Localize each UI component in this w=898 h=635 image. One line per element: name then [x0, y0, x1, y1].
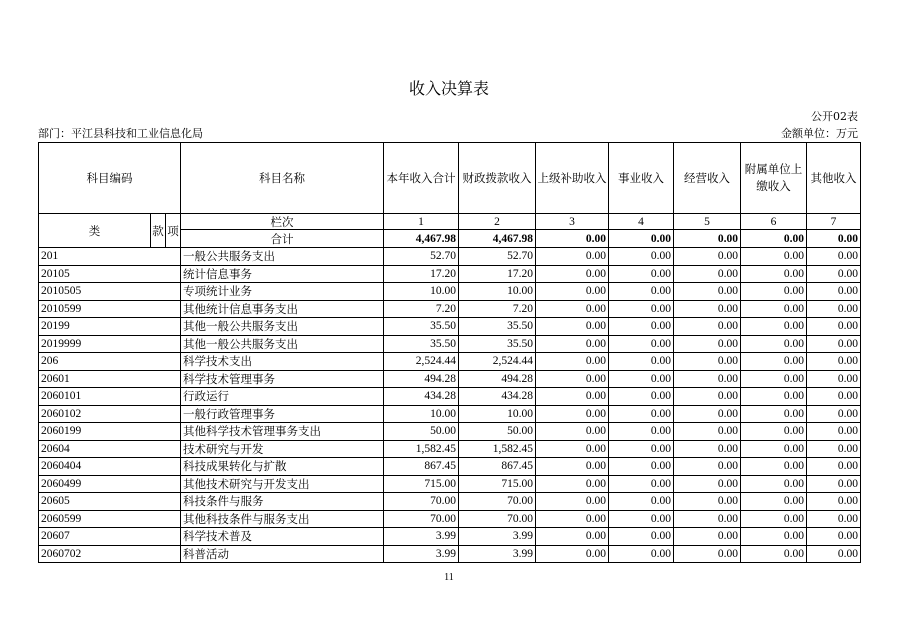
amount-fiscal-appropriation: 3.99 [459, 528, 536, 546]
amount-business-income: 0.00 [609, 545, 674, 563]
header-section: 款 [151, 214, 166, 248]
form-number: 公开02表 [811, 110, 858, 123]
amount-superior-subsidy: 0.00 [536, 423, 609, 441]
amount-other-income: 0.00 [807, 300, 861, 318]
amount-business-income: 0.00 [609, 300, 674, 318]
amount-total-income: 715.00 [384, 475, 459, 493]
header-fiscal-appropriation: 财政拨款收入 [459, 143, 536, 214]
amount-other-income: 0.00 [807, 318, 861, 336]
amount-fiscal-appropriation: 1,582.45 [459, 440, 536, 458]
amount-total-income: 52.70 [384, 248, 459, 266]
subject-name-cell: 科学技术支出 [181, 353, 384, 371]
amount-affiliated-remittance: 0.00 [741, 493, 807, 511]
subject-code-cell: 20605 [39, 493, 181, 511]
subject-name-cell: 科学技术普及 [181, 528, 384, 546]
amount-operating-income: 0.00 [674, 440, 741, 458]
amount-business-income: 0.00 [609, 283, 674, 301]
amount-fiscal-appropriation: 50.00 [459, 423, 536, 441]
amount-fiscal-appropriation: 70.00 [459, 493, 536, 511]
amount-total-income: 3.99 [384, 545, 459, 563]
amount-other-income: 0.00 [807, 353, 861, 371]
amount-operating-income: 0.00 [674, 248, 741, 266]
amount-business-income: 0.00 [609, 528, 674, 546]
subject-code-cell: 2010599 [39, 300, 181, 318]
amount-other-income: 0.00 [807, 423, 861, 441]
amount-other-income: 0.00 [807, 388, 861, 406]
amount-affiliated-remittance: 0.00 [741, 528, 807, 546]
amount-fiscal-appropriation: 52.70 [459, 248, 536, 266]
table-row [39, 405, 861, 423]
amount-fiscal-appropriation: 35.50 [459, 335, 536, 353]
subject-code-cell: 2060404 [39, 458, 181, 476]
amount-business-income: 0.00 [609, 405, 674, 423]
table-row [39, 493, 861, 511]
amount-operating-income: 0.00 [674, 265, 741, 283]
amount-superior-subsidy: 0.00 [536, 475, 609, 493]
subject-name-cell: 一般公共服务支出 [181, 248, 384, 266]
amount-fiscal-appropriation: 434.28 [459, 388, 536, 406]
amount-business-income: 0.00 [609, 423, 674, 441]
amount-superior-subsidy: 0.00 [536, 265, 609, 283]
table-row [39, 265, 861, 283]
header-row [39, 143, 861, 214]
amount-fiscal-appropriation: 494.28 [459, 370, 536, 388]
subject-code-cell: 20199 [39, 318, 181, 336]
table-row [39, 370, 861, 388]
amount-fiscal-appropriation: 35.50 [459, 318, 536, 336]
amount-business-income: 0.00 [609, 335, 674, 353]
amount-affiliated-remittance: 0.00 [741, 335, 807, 353]
amount-total-income: 50.00 [384, 423, 459, 441]
subject-code-cell: 2060599 [39, 510, 181, 528]
amount-affiliated-remittance: 0.00 [741, 510, 807, 528]
amount-total-income: 1,582.45 [384, 440, 459, 458]
amount-superior-subsidy: 0.00 [536, 248, 609, 266]
amount-affiliated-remittance: 0.00 [741, 300, 807, 318]
amount-other-income: 0.00 [807, 510, 861, 528]
amount-superior-subsidy: 0.00 [536, 370, 609, 388]
subject-name-cell: 科学技术管理事务 [181, 370, 384, 388]
revenue-table [38, 142, 861, 563]
amount-fiscal-appropriation: 867.45 [459, 458, 536, 476]
header-subject-code: 科目编码 [39, 143, 181, 214]
table-body [39, 248, 861, 563]
department-label: 部门：平江县科技和工业信息化局 [38, 127, 203, 140]
amount-fiscal-appropriation: 10.00 [459, 405, 536, 423]
amount-other-income: 0.00 [807, 493, 861, 511]
table-row [39, 335, 861, 353]
subject-code-cell: 20601 [39, 370, 181, 388]
header-operating-income: 经营收入 [674, 143, 741, 214]
amount-operating-income: 0.00 [674, 283, 741, 301]
total-label: 合计 [181, 230, 384, 248]
amount-affiliated-remittance: 0.00 [741, 283, 807, 301]
subject-code-cell: 2010505 [39, 283, 181, 301]
table-row [39, 545, 861, 563]
amount-unit-label: 金额单位：万元 [781, 127, 858, 140]
header-item: 项 [166, 214, 181, 248]
table-row [39, 510, 861, 528]
amount-other-income: 0.00 [807, 283, 861, 301]
header-business-income: 事业收入 [609, 143, 674, 214]
amount-other-income: 0.00 [807, 370, 861, 388]
amount-total-income: 867.45 [384, 458, 459, 476]
subject-name-cell: 统计信息事务 [181, 265, 384, 283]
subject-name-cell: 科普活动 [181, 545, 384, 563]
amount-superior-subsidy: 0.00 [536, 300, 609, 318]
amount-total-income: 494.28 [384, 370, 459, 388]
amount-business-income: 0.00 [609, 388, 674, 406]
amount-total-income: 35.50 [384, 318, 459, 336]
amount-total-income: 10.00 [384, 405, 459, 423]
total-amount-total-income: 4,467.98 [384, 230, 459, 248]
subject-name-cell: 其他科技条件与服务支出 [181, 510, 384, 528]
amount-fiscal-appropriation: 715.00 [459, 475, 536, 493]
amount-total-income: 17.20 [384, 265, 459, 283]
subject-code-cell: 20604 [39, 440, 181, 458]
amount-superior-subsidy: 0.00 [536, 493, 609, 511]
table-row [39, 440, 861, 458]
subject-name-cell: 一般行政管理事务 [181, 405, 384, 423]
table-row [39, 423, 861, 441]
column-index-label: 栏次 [181, 214, 384, 230]
table-row [39, 248, 861, 266]
table-row [39, 388, 861, 406]
amount-affiliated-remittance: 0.00 [741, 370, 807, 388]
column-number: 5 [674, 214, 741, 230]
subject-code-cell: 2060702 [39, 545, 181, 563]
amount-superior-subsidy: 0.00 [536, 405, 609, 423]
amount-other-income: 0.00 [807, 335, 861, 353]
amount-total-income: 35.50 [384, 335, 459, 353]
amount-other-income: 0.00 [807, 405, 861, 423]
amount-business-income: 0.00 [609, 440, 674, 458]
amount-affiliated-remittance: 0.00 [741, 545, 807, 563]
amount-total-income: 10.00 [384, 283, 459, 301]
total-amount-superior-subsidy: 0.00 [536, 230, 609, 248]
amount-business-income: 0.00 [609, 510, 674, 528]
amount-superior-subsidy: 0.00 [536, 510, 609, 528]
amount-total-income: 70.00 [384, 510, 459, 528]
amount-operating-income: 0.00 [674, 388, 741, 406]
amount-total-income: 3.99 [384, 528, 459, 546]
subject-code-cell: 2019999 [39, 335, 181, 353]
amount-operating-income: 0.00 [674, 335, 741, 353]
amount-superior-subsidy: 0.00 [536, 353, 609, 371]
header-category: 类 [39, 214, 151, 248]
amount-superior-subsidy: 0.00 [536, 545, 609, 563]
page-number: 11 [444, 572, 454, 583]
amount-total-income: 70.00 [384, 493, 459, 511]
amount-other-income: 0.00 [807, 545, 861, 563]
page-title: 收入决算表 [408, 79, 489, 98]
amount-affiliated-remittance: 0.00 [741, 475, 807, 493]
amount-operating-income: 0.00 [674, 545, 741, 563]
amount-business-income: 0.00 [609, 318, 674, 336]
total-amount-business-income: 0.00 [609, 230, 674, 248]
amount-operating-income: 0.00 [674, 475, 741, 493]
amount-other-income: 0.00 [807, 265, 861, 283]
subject-code-cell: 20607 [39, 528, 181, 546]
total-amount-operating-income: 0.00 [674, 230, 741, 248]
total-amount-affiliated-remittance: 0.00 [741, 230, 807, 248]
column-number: 7 [807, 214, 861, 230]
amount-fiscal-appropriation: 10.00 [459, 283, 536, 301]
subject-name-cell: 技术研究与开发 [181, 440, 384, 458]
amount-business-income: 0.00 [609, 248, 674, 266]
amount-other-income: 0.00 [807, 248, 861, 266]
subject-code-cell: 206 [39, 353, 181, 371]
amount-affiliated-remittance: 0.00 [741, 318, 807, 336]
amount-fiscal-appropriation: 7.20 [459, 300, 536, 318]
column-number: 2 [459, 214, 536, 230]
amount-affiliated-remittance: 0.00 [741, 388, 807, 406]
amount-fiscal-appropriation: 70.00 [459, 510, 536, 528]
column-number: 6 [741, 214, 807, 230]
amount-affiliated-remittance: 0.00 [741, 265, 807, 283]
amount-fiscal-appropriation: 3.99 [459, 545, 536, 563]
amount-superior-subsidy: 0.00 [536, 335, 609, 353]
amount-affiliated-remittance: 0.00 [741, 353, 807, 371]
subject-code-cell: 2060499 [39, 475, 181, 493]
table-row [39, 318, 861, 336]
amount-affiliated-remittance: 0.00 [741, 248, 807, 266]
amount-superior-subsidy: 0.00 [536, 458, 609, 476]
header-subject-name: 科目名称 [181, 143, 384, 214]
amount-business-income: 0.00 [609, 370, 674, 388]
amount-affiliated-remittance: 0.00 [741, 458, 807, 476]
subject-name-cell: 其他一般公共服务支出 [181, 318, 384, 336]
subject-name-cell: 其他技术研究与开发支出 [181, 475, 384, 493]
amount-operating-income: 0.00 [674, 423, 741, 441]
amount-operating-income: 0.00 [674, 493, 741, 511]
table-row [39, 458, 861, 476]
amount-other-income: 0.00 [807, 440, 861, 458]
amount-business-income: 0.00 [609, 493, 674, 511]
subject-name-cell: 其他科学技术管理事务支出 [181, 423, 384, 441]
amount-operating-income: 0.00 [674, 353, 741, 371]
amount-affiliated-remittance: 0.00 [741, 423, 807, 441]
amount-total-income: 434.28 [384, 388, 459, 406]
subject-name-cell: 其他一般公共服务支出 [181, 335, 384, 353]
subject-name-cell: 科技条件与服务 [181, 493, 384, 511]
amount-operating-income: 0.00 [674, 300, 741, 318]
amount-other-income: 0.00 [807, 458, 861, 476]
amount-superior-subsidy: 0.00 [536, 528, 609, 546]
subject-name-cell: 科技成果转化与扩散 [181, 458, 384, 476]
amount-superior-subsidy: 0.00 [536, 283, 609, 301]
header-other-income: 其他收入 [807, 143, 861, 214]
table-row [39, 475, 861, 493]
amount-operating-income: 0.00 [674, 510, 741, 528]
header-total-income: 本年收入合计 [384, 143, 459, 214]
amount-operating-income: 0.00 [674, 318, 741, 336]
amount-operating-income: 0.00 [674, 370, 741, 388]
amount-fiscal-appropriation: 2,524.44 [459, 353, 536, 371]
amount-superior-subsidy: 0.00 [536, 388, 609, 406]
table-row [39, 283, 861, 301]
total-amount-fiscal-appropriation: 4,467.98 [459, 230, 536, 248]
column-number: 4 [609, 214, 674, 230]
table-row [39, 528, 861, 546]
amount-affiliated-remittance: 0.00 [741, 440, 807, 458]
amount-superior-subsidy: 0.00 [536, 318, 609, 336]
column-number: 1 [384, 214, 459, 230]
subject-name-cell: 行政运行 [181, 388, 384, 406]
subject-code-cell: 201 [39, 248, 181, 266]
amount-fiscal-appropriation: 17.20 [459, 265, 536, 283]
header-superior-subsidy: 上级补助收入 [536, 143, 609, 214]
amount-business-income: 0.00 [609, 475, 674, 493]
subject-code-cell: 2060101 [39, 388, 181, 406]
table-row [39, 353, 861, 371]
amount-operating-income: 0.00 [674, 458, 741, 476]
subject-name-cell: 其他统计信息事务支出 [181, 300, 384, 318]
amount-superior-subsidy: 0.00 [536, 440, 609, 458]
subject-code-cell: 2060102 [39, 405, 181, 423]
column-number: 3 [536, 214, 609, 230]
amount-operating-income: 0.00 [674, 528, 741, 546]
subject-code-cell: 20105 [39, 265, 181, 283]
amount-business-income: 0.00 [609, 265, 674, 283]
amount-total-income: 7.20 [384, 300, 459, 318]
column-index-row [39, 214, 861, 230]
header-affiliated-remittance: 附属单位上缴收入 [741, 143, 807, 214]
amount-other-income: 0.00 [807, 528, 861, 546]
amount-total-income: 2,524.44 [384, 353, 459, 371]
amount-affiliated-remittance: 0.00 [741, 405, 807, 423]
amount-business-income: 0.00 [609, 353, 674, 371]
subject-name-cell: 专项统计业务 [181, 283, 384, 301]
amount-other-income: 0.00 [807, 475, 861, 493]
total-amount-other-income: 0.00 [807, 230, 861, 248]
subject-code-cell: 2060199 [39, 423, 181, 441]
amount-operating-income: 0.00 [674, 405, 741, 423]
amount-business-income: 0.00 [609, 458, 674, 476]
table-row [39, 300, 861, 318]
